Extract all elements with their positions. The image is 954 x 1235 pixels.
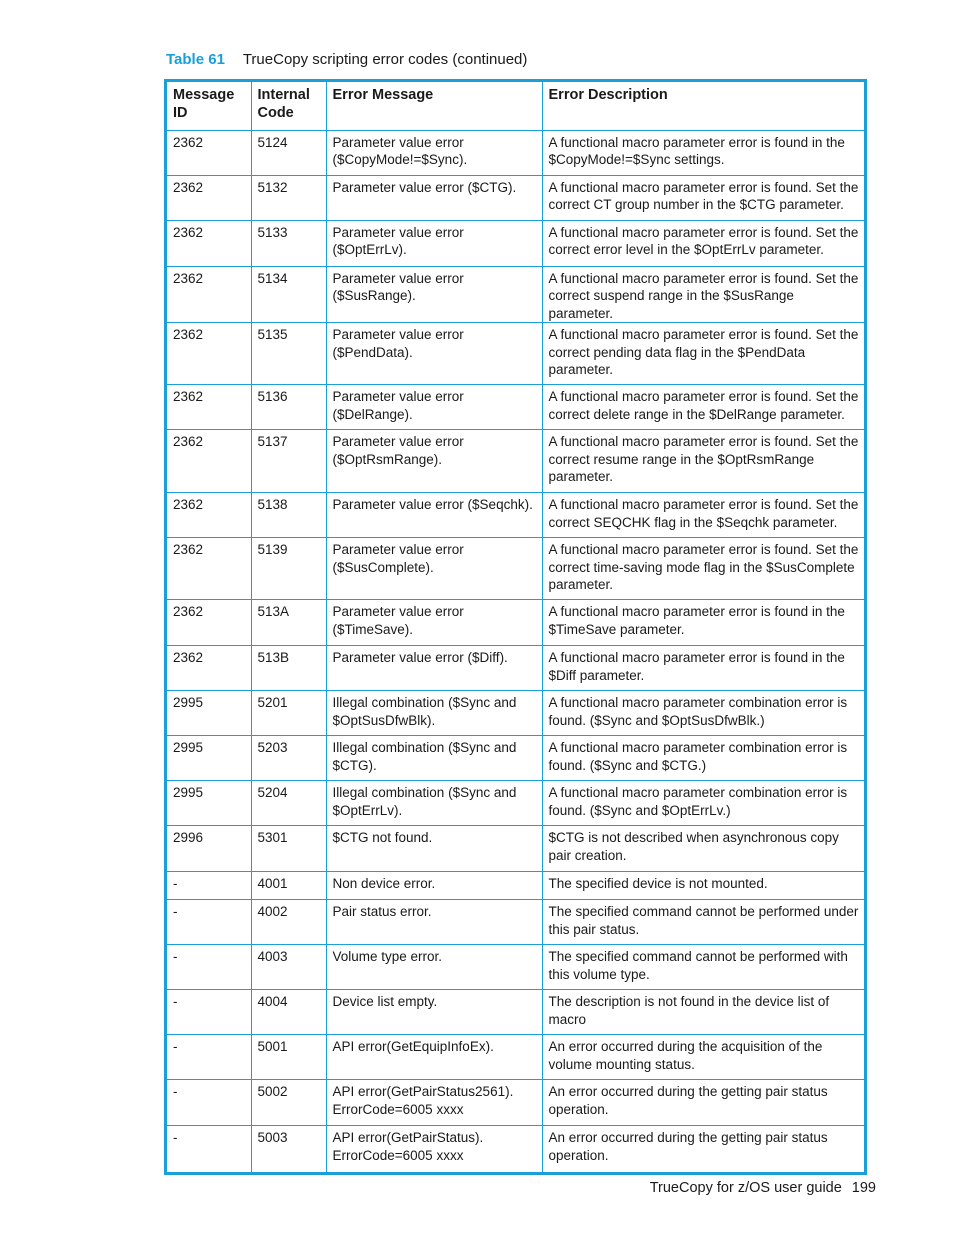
cell-error-description: A functional macro parameter error is found. Set the correct pending data flag in the $PendData parameter. — [542, 323, 864, 385]
cell-internal-code: 4003 — [251, 945, 326, 990]
cell-error-message: Non device error. — [326, 872, 542, 900]
page-footer — [650, 1180, 876, 1196]
cell-error-description: The specified command cannot be performed with this volume type. — [542, 945, 864, 990]
table-row — [167, 900, 864, 945]
cell-internal-code: 5136 — [251, 385, 326, 430]
cell-internal-code: 4002 — [251, 900, 326, 945]
cell-error-message: Parameter value error ($TimeSave). — [326, 600, 542, 646]
table-row — [167, 323, 864, 385]
table-row — [167, 1080, 864, 1126]
cell-message-id: 2995 — [167, 781, 251, 826]
page-number: 199 — [851, 1180, 876, 1196]
cell-error-description: An error occurred during the getting pair status operation. — [542, 1126, 864, 1172]
cell-error-message: Volume type error. — [326, 945, 542, 990]
cell-internal-code: 5204 — [251, 781, 326, 826]
table-number: Table 61 — [166, 51, 225, 68]
cell-message-id: - — [167, 872, 251, 900]
cell-internal-code: 5134 — [251, 266, 326, 323]
table-caption — [166, 50, 527, 70]
cell-error-message: Parameter value error ($DelRange). — [326, 385, 542, 430]
cell-error-message: Pair status error. — [326, 900, 542, 945]
cell-message-id: 2362 — [167, 646, 251, 691]
table-row — [167, 538, 864, 600]
cell-internal-code: 4001 — [251, 872, 326, 900]
cell-internal-code: 513B — [251, 646, 326, 691]
cell-internal-code: 5132 — [251, 175, 326, 220]
header-error-description: Error Description — [542, 82, 864, 130]
cell-message-id: - — [167, 1080, 251, 1126]
table-row — [167, 493, 864, 538]
cell-error-description: An error occurred during the acquisition of the volume mounting status. — [542, 1035, 864, 1080]
table-row — [167, 781, 864, 826]
table-row — [167, 691, 864, 736]
table-row — [167, 1035, 864, 1080]
cell-error-description: The description is not found in the device list of macro — [542, 990, 864, 1035]
cell-message-id: - — [167, 945, 251, 990]
cell-internal-code: 5124 — [251, 130, 326, 175]
cell-internal-code: 5301 — [251, 826, 326, 872]
cell-error-description: A functional macro parameter error is found in the $CopyMode!=$Sync settings. — [542, 130, 864, 175]
table-row — [167, 736, 864, 781]
table-row — [167, 990, 864, 1035]
cell-error-message: Parameter value error ($SusComplete). — [326, 538, 542, 600]
cell-error-message: Illegal combination ($Sync and $CTG). — [326, 736, 542, 781]
cell-error-description: A functional macro parameter error is found. Set the correct time-saving mode flag in the $SusComplete parameter. — [542, 538, 864, 600]
cell-internal-code: 4004 — [251, 990, 326, 1035]
cell-error-message: Parameter value error ($Seqchk). — [326, 493, 542, 538]
cell-error-message: API error(GetPairStatus). ErrorCode=6005 xxxx — [326, 1126, 542, 1172]
cell-error-description: The specified device is not mounted. — [542, 872, 864, 900]
table-header-row — [167, 82, 864, 130]
cell-internal-code: 5139 — [251, 538, 326, 600]
cell-error-description: $CTG is not described when asynchronous copy pair creation. — [542, 826, 864, 872]
cell-error-description: A functional macro parameter combination error is found. ($Sync and $OptSusDfwBlk.) — [542, 691, 864, 736]
cell-message-id: 2362 — [167, 430, 251, 493]
table-row — [167, 1126, 864, 1172]
cell-error-description: A functional macro parameter error is found. Set the correct SEQCHK flag in the $Seqchk parameter. — [542, 493, 864, 538]
cell-error-description: A functional macro parameter error is found. Set the correct resume range in the $OptRsmRange parameter. — [542, 430, 864, 493]
cell-message-id: 2996 — [167, 826, 251, 872]
cell-error-message: Parameter value error ($CopyMode!=$Sync). — [326, 130, 542, 175]
cell-internal-code: 5002 — [251, 1080, 326, 1126]
cell-error-message: Parameter value error ($CTG). — [326, 175, 542, 220]
header-error-message: Error Message — [326, 82, 542, 130]
cell-error-message: Illegal combination ($Sync and $OptSusDfwBlk). — [326, 691, 542, 736]
table-row — [167, 220, 864, 266]
table-row — [167, 600, 864, 646]
cell-error-message: Parameter value error ($OptErrLv). — [326, 220, 542, 266]
cell-message-id: 2362 — [167, 266, 251, 323]
cell-error-description: A functional macro parameter error is found. Set the correct suspend range in the $SusRange parameter. — [542, 266, 864, 323]
cell-error-description: A functional macro parameter error is found. Set the correct delete range in the $DelRange parameter. — [542, 385, 864, 430]
cell-error-description: A functional macro parameter error is found. Set the correct CT group number in the $CTG parameter. — [542, 175, 864, 220]
cell-message-id: 2362 — [167, 493, 251, 538]
cell-message-id: 2995 — [167, 691, 251, 736]
cell-internal-code: 5137 — [251, 430, 326, 493]
cell-error-description: An error occurred during the getting pair status operation. — [542, 1080, 864, 1126]
cell-internal-code: 5003 — [251, 1126, 326, 1172]
table-row — [167, 945, 864, 990]
cell-error-message: Parameter value error ($OptRsmRange). — [326, 430, 542, 493]
cell-message-id: 2362 — [167, 323, 251, 385]
cell-message-id: 2362 — [167, 130, 251, 175]
cell-message-id: 2362 — [167, 175, 251, 220]
table-row — [167, 175, 864, 220]
footer-title: TrueCopy for z/OS user guide — [649, 1180, 842, 1196]
cell-internal-code: 5203 — [251, 736, 326, 781]
cell-error-description: A functional macro parameter combination error is found. ($Sync and $CTG.) — [542, 736, 864, 781]
table-row — [167, 826, 864, 872]
cell-message-id: 2362 — [167, 538, 251, 600]
cell-message-id: - — [167, 900, 251, 945]
header-internal-code: Internal Code — [251, 82, 326, 130]
cell-error-message: API error(GetPairStatus2561). ErrorCode=6005 xxxx — [326, 1080, 542, 1126]
cell-error-description: A functional macro parameter error is found in the $TimeSave parameter. — [542, 600, 864, 646]
header-message-id: Message ID — [167, 82, 251, 130]
table-row — [167, 646, 864, 691]
table-title: TrueCopy scripting error codes (continued) — [242, 51, 528, 68]
cell-error-description: A functional macro parameter combination error is found. ($Sync and $OptErrLv.) — [542, 781, 864, 826]
cell-internal-code: 5201 — [251, 691, 326, 736]
table-row — [167, 385, 864, 430]
cell-internal-code: 5135 — [251, 323, 326, 385]
cell-internal-code: 5138 — [251, 493, 326, 538]
cell-error-description: A functional macro parameter error is found in the $Diff parameter. — [542, 646, 864, 691]
cell-message-id: 2362 — [167, 600, 251, 646]
cell-error-message: Parameter value error ($Diff). — [326, 646, 542, 691]
cell-message-id: 2362 — [167, 220, 251, 266]
table-row — [167, 266, 864, 323]
cell-internal-code: 513A — [251, 600, 326, 646]
cell-error-message: Parameter value error ($PendData). — [326, 323, 542, 385]
cell-error-description: The specified command cannot be performed under this pair status. — [542, 900, 864, 945]
cell-internal-code: 5001 — [251, 1035, 326, 1080]
cell-error-message: $CTG not found. — [326, 826, 542, 872]
table-row — [167, 130, 864, 175]
error-codes-table — [164, 79, 867, 1175]
cell-message-id: 2995 — [167, 736, 251, 781]
cell-error-message: Illegal combination ($Sync and $OptErrLv). — [326, 781, 542, 826]
cell-message-id: - — [167, 1035, 251, 1080]
cell-error-message: API error(GetEquipInfoEx). — [326, 1035, 542, 1080]
table-row — [167, 430, 864, 493]
table-row — [167, 872, 864, 900]
cell-error-description: A functional macro parameter error is found. Set the correct error level in the $OptErrLv parameter. — [542, 220, 864, 266]
cell-error-message: Parameter value error ($SusRange). — [326, 266, 542, 323]
cell-message-id: - — [167, 990, 251, 1035]
cell-message-id: 2362 — [167, 385, 251, 430]
cell-internal-code: 5133 — [251, 220, 326, 266]
cell-error-message: Device list empty. — [326, 990, 542, 1035]
table-body — [167, 130, 864, 1172]
cell-message-id: - — [167, 1126, 251, 1172]
